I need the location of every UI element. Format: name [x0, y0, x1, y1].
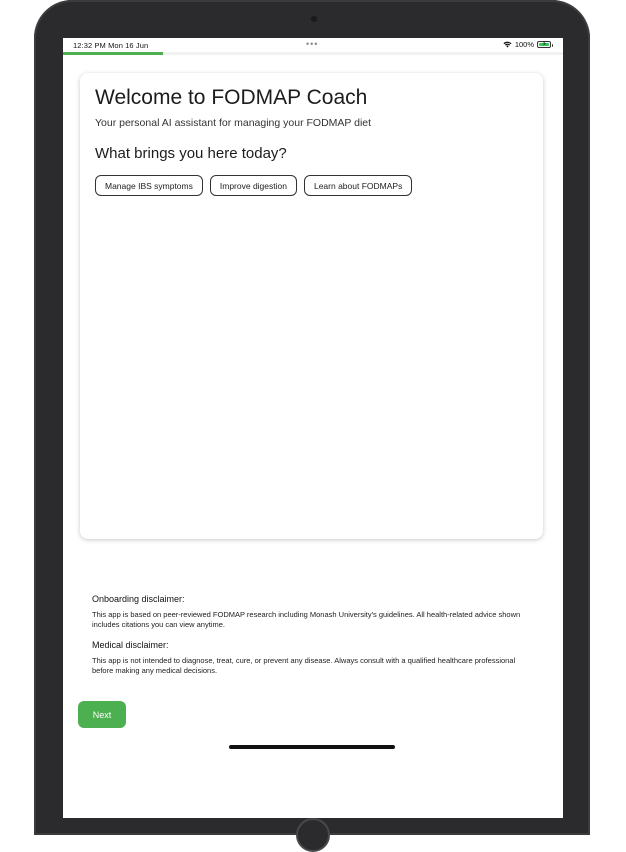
home-button[interactable]	[296, 818, 330, 852]
onboarding-disclaimer-heading: Onboarding disclaimer:	[92, 594, 185, 604]
disclaimers-section	[92, 594, 537, 686]
option-improve-digestion-button[interactable]: Improve digestion	[210, 175, 297, 196]
status-time: 12:32 PM Mon 16 Jun	[73, 41, 149, 50]
battery-percent: 100%	[514, 40, 534, 49]
welcome-card	[80, 73, 543, 539]
onboarding-progress-fill	[63, 52, 163, 55]
onboarding-disclaimer-text: This app is based on peer-reviewed FODMAP research including Monash University's guidelines. All health-related advice shown includes citations you can view anytime.	[92, 610, 521, 629]
goal-options	[95, 175, 412, 196]
onboarding-progress-bar	[63, 52, 563, 55]
front-camera	[311, 16, 317, 22]
option-learn-fodmaps-button[interactable]: Learn about FODMAPs	[304, 175, 412, 196]
page-subtitle: Your personal AI assistant for managing your FODMAP diet	[95, 117, 372, 129]
goal-question: What brings you here today?	[95, 145, 287, 162]
app-screen	[63, 38, 563, 818]
battery-charging-icon	[537, 41, 551, 48]
multitasking-dots-icon[interactable]: •••	[306, 39, 319, 49]
status-indicators	[503, 40, 551, 49]
page-title: Welcome to FODMAP Coach	[95, 86, 368, 109]
option-manage-ibs-button[interactable]: Manage IBS symptoms	[95, 175, 203, 196]
home-indicator[interactable]	[229, 745, 395, 749]
next-button[interactable]: Next	[78, 701, 126, 728]
medical-disclaimer-text: This app is not intended to diagnose, treat, cure, or prevent any disease. Always consult with a qualified healthcare professional before making any medical decisions.	[92, 656, 516, 675]
charging-bolt-icon: ⚡	[542, 41, 547, 48]
wifi-icon	[503, 41, 512, 48]
medical-disclaimer-heading: Medical disclaimer:	[92, 640, 169, 650]
